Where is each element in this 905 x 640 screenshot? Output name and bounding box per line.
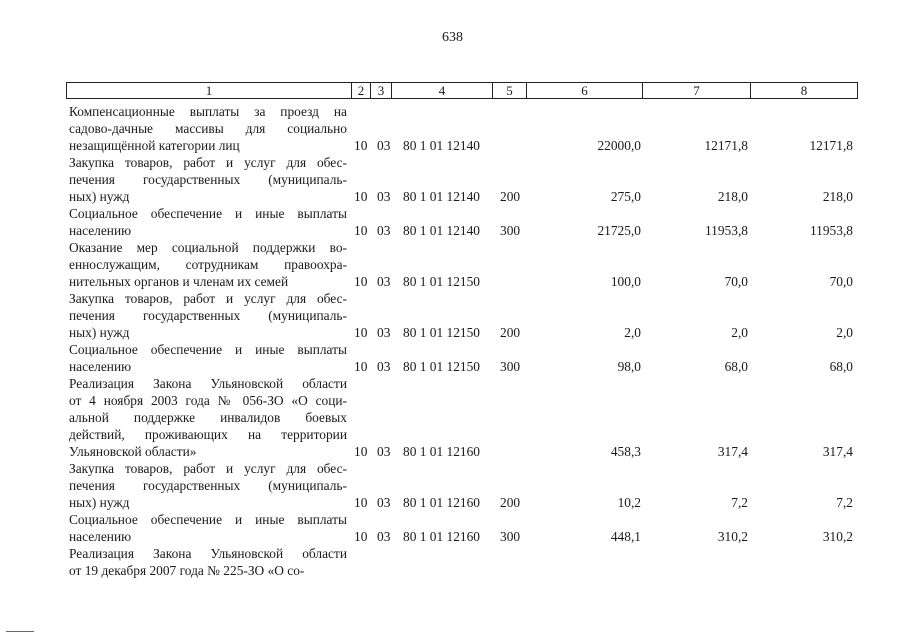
description-line: Закупка товаров, работ и услуг для обес- xyxy=(69,291,347,306)
description-line: Ульяновской области» xyxy=(69,444,197,459)
cell-col-5: 300 xyxy=(500,223,521,238)
cell-col-2: 10 xyxy=(354,138,368,153)
cell-col-7: 7,2 xyxy=(731,495,748,510)
cell-col-3: 03 xyxy=(377,223,391,238)
description-line: нительных органов и членам их семей xyxy=(69,274,289,289)
cell-col-6: 10,2 xyxy=(617,495,641,510)
header-col-3: 3 xyxy=(371,83,392,98)
cell-col-7: 11953,8 xyxy=(704,223,748,238)
description-line: Социальное обеспечение и иные выплаты xyxy=(69,206,347,221)
page-number: 638 xyxy=(442,30,463,45)
cell-col-8: 2,0 xyxy=(836,325,853,340)
cell-col-5: 200 xyxy=(500,189,521,204)
header-col-5: 5 xyxy=(493,83,527,98)
cell-col-5: 200 xyxy=(500,495,521,510)
cell-col-2: 10 xyxy=(354,359,368,374)
table-row xyxy=(0,341,905,375)
row-description xyxy=(69,154,347,205)
page-edge-mark xyxy=(6,631,34,632)
description-line: от 4 ноября 2003 года № 056-ЗО «О соци- xyxy=(69,393,347,408)
row-description xyxy=(69,511,347,545)
description-line: ных) нужд xyxy=(69,495,130,510)
cell-col-7: 310,2 xyxy=(717,529,748,544)
cell-col-8: 218,0 xyxy=(822,189,853,204)
cell-col-4: 80 1 01 12160 xyxy=(403,495,480,510)
table-row xyxy=(0,545,905,579)
header-col-7: 7 xyxy=(643,83,751,98)
description-line: Социальное обеспечение и иные выплаты xyxy=(69,342,347,357)
description-line: Оказание мер социальной поддержки во- xyxy=(69,240,347,255)
description-line: населению xyxy=(69,359,132,374)
cell-col-3: 03 xyxy=(377,325,391,340)
cell-col-3: 03 xyxy=(377,359,391,374)
cell-col-4: 80 1 01 12160 xyxy=(403,529,480,544)
cell-col-6: 21725,0 xyxy=(597,223,641,238)
description-line: от 19 декабря 2007 года № 225-ЗО «О со- xyxy=(69,563,305,578)
row-description xyxy=(69,239,347,290)
cell-col-8: 12171,8 xyxy=(809,138,853,153)
cell-col-4: 80 1 01 12140 xyxy=(403,189,480,204)
cell-col-8: 7,2 xyxy=(836,495,853,510)
cell-col-4: 80 1 01 12150 xyxy=(403,359,480,374)
cell-col-2: 10 xyxy=(354,529,368,544)
description-line: Реализация Закона Ульяновской области xyxy=(69,376,347,391)
description-line: населению xyxy=(69,529,132,544)
header-col-2: 2 xyxy=(352,83,371,98)
table-row xyxy=(0,511,905,545)
cell-col-4: 80 1 01 12160 xyxy=(403,444,480,459)
table-row xyxy=(0,460,905,511)
cell-col-3: 03 xyxy=(377,274,391,289)
cell-col-8: 70,0 xyxy=(829,274,853,289)
description-line: печения государственных (муниципаль- xyxy=(69,478,347,493)
cell-col-8: 11953,8 xyxy=(809,223,853,238)
description-line: печения государственных (муниципаль- xyxy=(69,172,347,187)
description-line: Реализация Закона Ульяновской области xyxy=(69,546,347,561)
description-line: Закупка товаров, работ и услуг для обес- xyxy=(69,461,347,476)
description-line: еннослужащим, сотрудникам правоохра- xyxy=(69,257,347,272)
row-description xyxy=(69,290,347,341)
description-line: незащищённой категории лиц xyxy=(69,138,240,153)
row-description xyxy=(69,205,347,239)
cell-col-2: 10 xyxy=(354,223,368,238)
cell-col-5: 300 xyxy=(500,359,521,374)
description-line: действий, проживающих на территории xyxy=(69,427,347,442)
description-line: альной поддержке инвалидов боевых xyxy=(69,410,347,425)
cell-col-8: 317,4 xyxy=(822,444,853,459)
description-line: Социальное обеспечение и иные выплаты xyxy=(69,512,347,527)
cell-col-7: 70,0 xyxy=(724,274,748,289)
table-row xyxy=(0,290,905,341)
table-row xyxy=(0,154,905,205)
description-line: ных) нужд xyxy=(69,325,130,340)
table-row xyxy=(0,239,905,290)
header-col-6: 6 xyxy=(527,83,643,98)
cell-col-7: 218,0 xyxy=(717,189,748,204)
cell-col-7: 2,0 xyxy=(731,325,748,340)
cell-col-8: 310,2 xyxy=(822,529,853,544)
description-line: ных) нужд xyxy=(69,189,130,204)
cell-col-4: 80 1 01 12140 xyxy=(403,138,480,153)
row-description xyxy=(69,545,347,579)
cell-col-6: 22000,0 xyxy=(597,138,641,153)
cell-col-7: 12171,8 xyxy=(704,138,748,153)
table-header-row xyxy=(66,82,858,99)
row-description xyxy=(69,103,347,154)
description-line: печения государственных (муниципаль- xyxy=(69,308,347,323)
table-row xyxy=(0,103,905,154)
cell-col-6: 100,0 xyxy=(610,274,641,289)
description-line: населению xyxy=(69,223,132,238)
table-row xyxy=(0,375,905,460)
table-row xyxy=(0,205,905,239)
cell-col-2: 10 xyxy=(354,495,368,510)
description-line: Закупка товаров, работ и услуг для обес- xyxy=(69,155,347,170)
cell-col-6: 275,0 xyxy=(610,189,641,204)
cell-col-2: 10 xyxy=(354,189,368,204)
row-description xyxy=(69,375,347,460)
cell-col-8: 68,0 xyxy=(829,359,853,374)
cell-col-6: 448,1 xyxy=(610,529,641,544)
cell-col-2: 10 xyxy=(354,444,368,459)
cell-col-2: 10 xyxy=(354,274,368,289)
cell-col-6: 458,3 xyxy=(610,444,641,459)
cell-col-5: 300 xyxy=(500,529,521,544)
cell-col-3: 03 xyxy=(377,529,391,544)
header-col-1: 1 xyxy=(67,83,352,98)
cell-col-4: 80 1 01 12150 xyxy=(403,274,480,289)
description-line: Компенсационные выплаты за проезд на xyxy=(69,104,347,119)
description-line: садово-дачные массивы для социально xyxy=(69,121,347,136)
row-description xyxy=(69,341,347,375)
cell-col-3: 03 xyxy=(377,189,391,204)
cell-col-7: 317,4 xyxy=(717,444,748,459)
row-description xyxy=(69,460,347,511)
header-col-4: 4 xyxy=(392,83,493,98)
cell-col-4: 80 1 01 12140 xyxy=(403,223,480,238)
cell-col-3: 03 xyxy=(377,495,391,510)
cell-col-2: 10 xyxy=(354,325,368,340)
cell-col-7: 68,0 xyxy=(724,359,748,374)
cell-col-6: 2,0 xyxy=(624,325,641,340)
cell-col-3: 03 xyxy=(377,444,391,459)
cell-col-6: 98,0 xyxy=(617,359,641,374)
cell-col-5: 200 xyxy=(500,325,521,340)
header-col-8: 8 xyxy=(800,83,808,98)
cell-col-3: 03 xyxy=(377,138,391,153)
cell-col-4: 80 1 01 12150 xyxy=(403,325,480,340)
